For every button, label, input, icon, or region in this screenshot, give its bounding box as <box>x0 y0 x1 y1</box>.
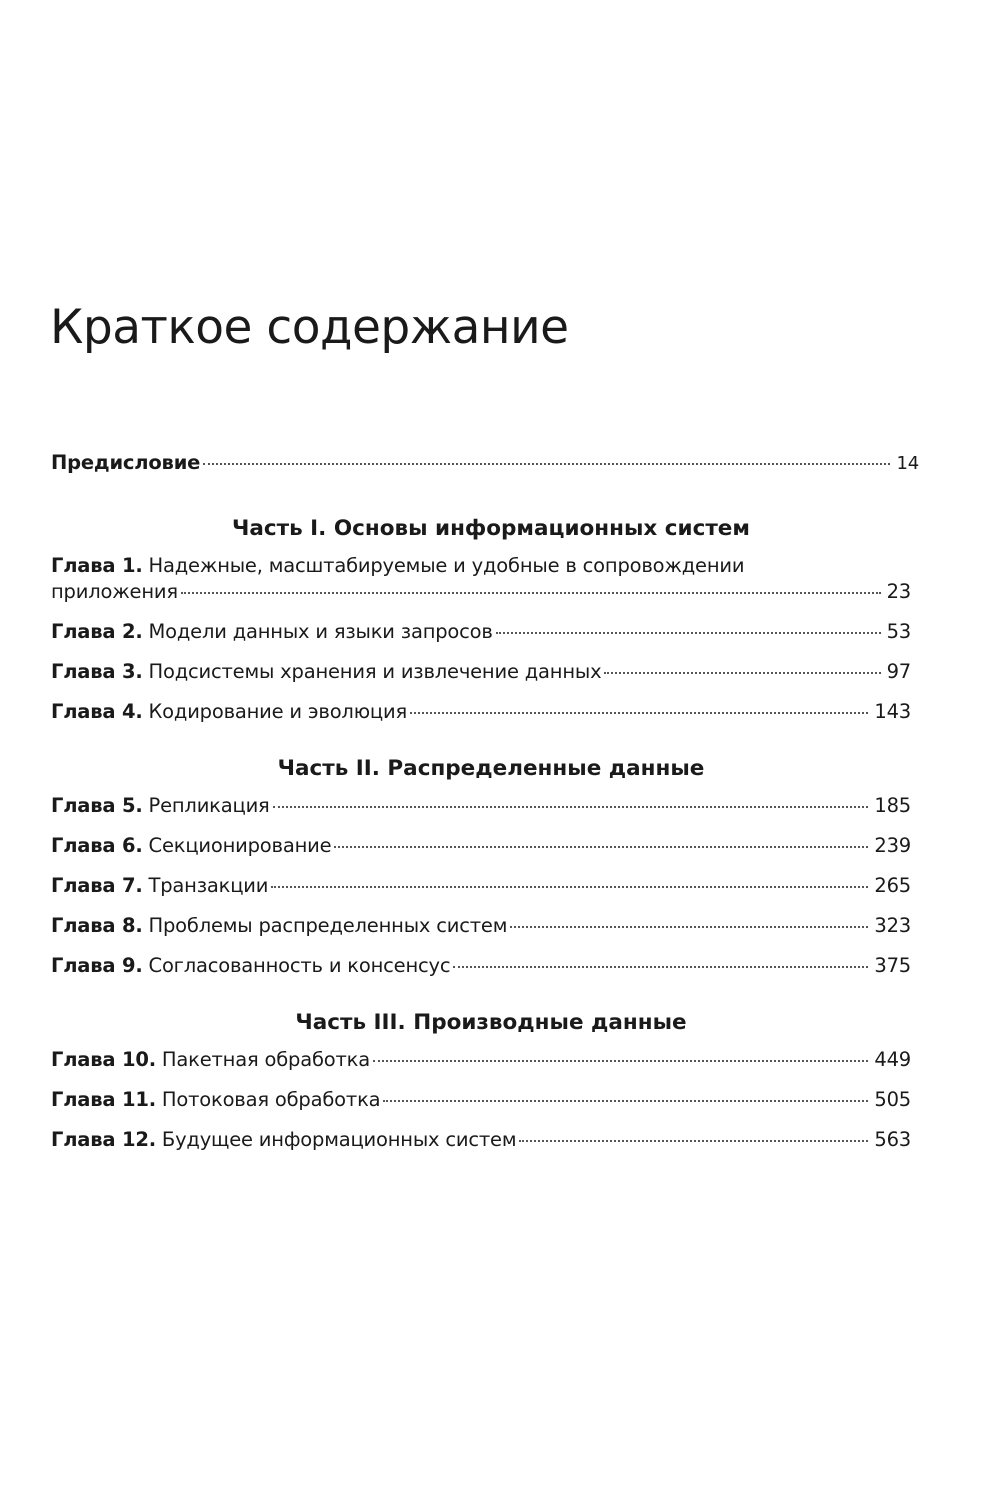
toc-entry-preface[interactable] <box>51 450 919 477</box>
part-title-1: Часть I. Основы информационных систем <box>232 516 750 541</box>
toc-entry-chapter-5[interactable] <box>51 793 911 819</box>
chapter-number: Глава 9. <box>51 954 143 977</box>
chapter-title: Согласованность и консенсус <box>148 954 451 977</box>
chapter-page: 563 <box>874 1128 911 1151</box>
chapter-page: 185 <box>874 794 911 817</box>
dot-leader <box>273 806 869 808</box>
chapter-page: 375 <box>874 954 911 977</box>
chapter-title: Репликация <box>148 794 270 817</box>
toc-entry-chapter-1[interactable] <box>51 553 911 579</box>
chapter-number: Глава 6. <box>51 834 143 857</box>
chapter-page: 97 <box>886 660 911 683</box>
chapter-page: 265 <box>874 874 911 897</box>
chapter-number: Глава 12. <box>51 1128 156 1151</box>
chapter-number: Глава 5. <box>51 794 143 817</box>
chapter-page: 23 <box>886 580 911 603</box>
dot-leader <box>453 966 868 968</box>
dot-leader <box>604 672 880 674</box>
chapter-page: 449 <box>874 1048 911 1071</box>
chapter-page: 53 <box>886 620 911 643</box>
toc-entry-chapter-2[interactable] <box>51 619 911 645</box>
dot-leader <box>203 463 890 465</box>
chapter-page: 505 <box>874 1088 911 1111</box>
chapter-number: Глава 11. <box>51 1088 156 1111</box>
toc-entry-chapter-12[interactable] <box>51 1127 911 1153</box>
chapter-number: Глава 1. <box>51 554 143 577</box>
toc-entry-chapter-10[interactable] <box>51 1047 911 1073</box>
chapter-title: Будущее информационных систем <box>161 1128 517 1151</box>
toc-entry-label: Предисловие <box>51 451 201 474</box>
dot-leader <box>383 1100 868 1102</box>
chapter-title-continued: приложения <box>51 580 178 603</box>
chapter-title: Подсистемы хранения и извлечение данных <box>148 660 602 683</box>
dot-leader <box>510 926 868 928</box>
chapter-number: Глава 10. <box>51 1048 156 1071</box>
chapter-title: Кодирование и эволюция <box>148 700 407 723</box>
chapter-title: Модели данных и языки запросов <box>148 620 493 643</box>
toc-entry-chapter-4[interactable] <box>51 699 911 725</box>
dot-leader <box>519 1140 868 1142</box>
page-title: Краткое содержание <box>50 300 569 355</box>
chapter-number: Глава 3. <box>51 660 143 683</box>
chapter-page: 323 <box>874 914 911 937</box>
chapter-number: Глава 4. <box>51 700 143 723</box>
dot-leader <box>410 712 868 714</box>
part-title-3: Часть III. Производные данные <box>295 1010 687 1035</box>
chapter-title: Транзакции <box>148 874 269 897</box>
toc-entry-chapter-6[interactable] <box>51 833 911 859</box>
chapter-number: Глава 8. <box>51 914 143 937</box>
chapter-title: Потоковая обработка <box>161 1088 381 1111</box>
toc-entry-chapter-8[interactable] <box>51 913 911 939</box>
chapter-page: 239 <box>874 834 911 857</box>
dot-leader <box>271 886 868 888</box>
dot-leader <box>373 1060 868 1062</box>
toc-entry-chapter-1-continued[interactable] <box>51 579 911 605</box>
chapter-title: Секционирование <box>148 834 332 857</box>
chapter-title: Пакетная обработка <box>161 1048 371 1071</box>
toc-entry-chapter-3[interactable] <box>51 659 911 685</box>
toc-entry-chapter-9[interactable] <box>51 953 911 979</box>
chapter-number: Глава 7. <box>51 874 143 897</box>
part-title-2: Часть II. Распределенные данные <box>277 756 705 781</box>
chapter-title: Надежные, масштабируемые и удобные в сопровождении <box>148 554 745 577</box>
toc-entry-chapter-7[interactable] <box>51 873 911 899</box>
dot-leader <box>334 846 868 848</box>
chapter-number: Глава 2. <box>51 620 143 643</box>
table-of-contents <box>51 450 919 1153</box>
toc-entry-page: 14 <box>896 453 919 474</box>
chapter-title: Проблемы распределенных систем <box>148 914 508 937</box>
toc-entry-chapter-11[interactable] <box>51 1087 911 1113</box>
dot-leader <box>181 592 881 594</box>
chapter-page: 143 <box>874 700 911 723</box>
dot-leader <box>496 632 881 634</box>
